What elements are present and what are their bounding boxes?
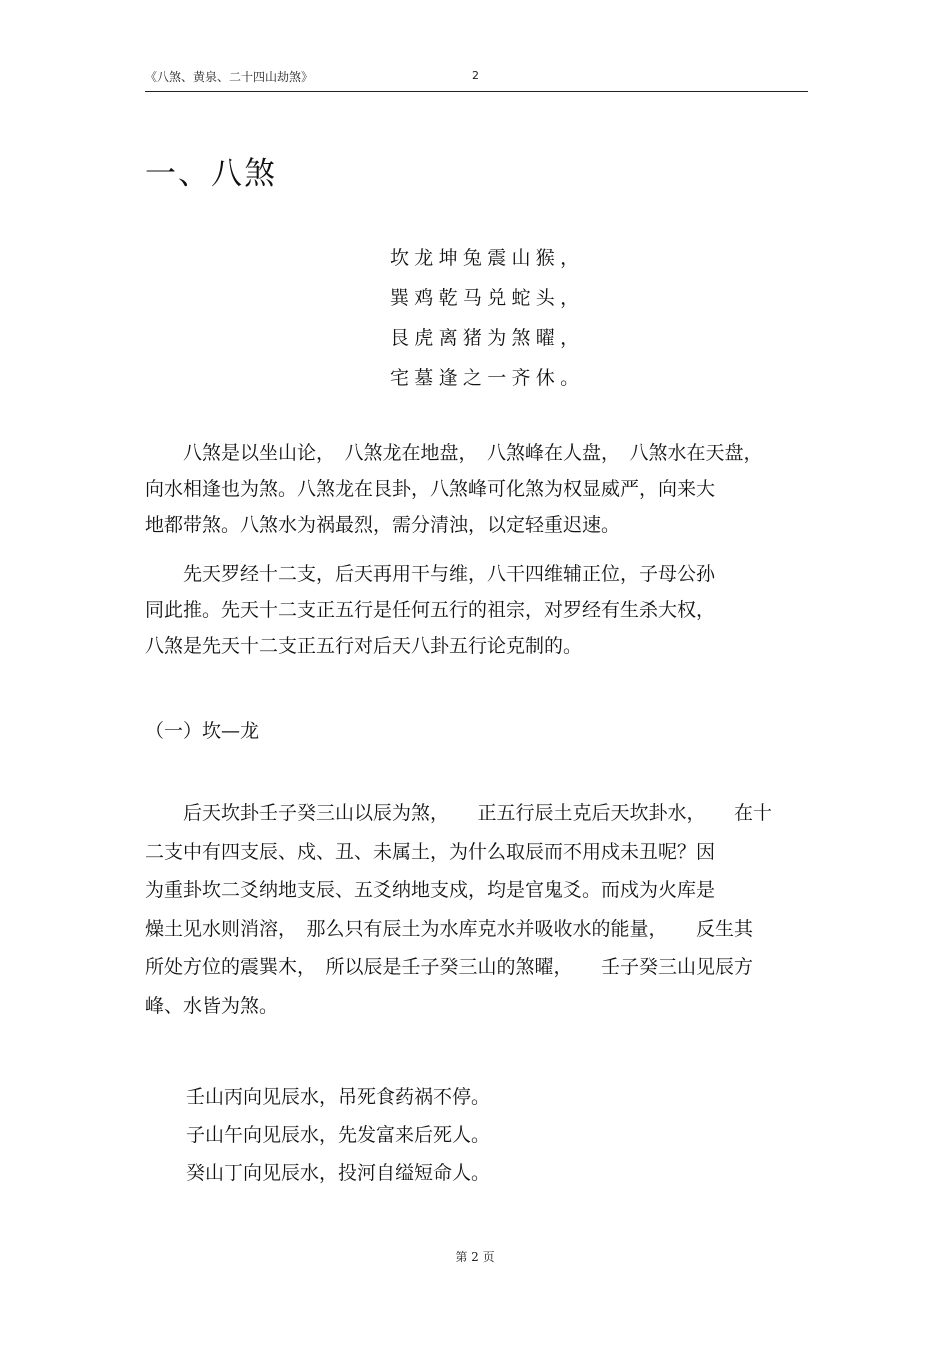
verse-line: 壬山丙向见辰水，吊死食药祸不停。 [186,1086,491,1108]
poem-line: 坎龙坤兔震山猴， [390,247,585,269]
paragraph-line: 峰、水皆为煞。 [145,994,279,1017]
section-title: 一、八煞 [145,156,277,192]
paragraph-line: 所处方位的震巽木， 所以辰是壬子癸三山的煞曜， 壬子癸三山见辰方 [145,956,754,978]
poem-line: 宅墓逢之一齐休。 [390,367,585,389]
paragraph-1 [145,435,810,543]
verse-line: 子山午向见辰水，先发富来后死人。 [186,1124,491,1146]
paragraph-line: 燥土见水则消溶， 那么只有辰土为水库克水并吸收水的能量， 反生其 [145,917,754,940]
paragraph-line: 先天罗经十二支，后天再用干与维，八干四维辅正位，子母公孙 [145,563,716,585]
paragraph-line: 同此推。先天十二支正五行是任何五行的祖宗，对罗经有生杀大权， [145,599,716,621]
page-header [145,64,808,92]
poem [390,238,630,398]
paragraph-line: 八煞是先天十二支正五行对后天八卦五行论克制的。 [145,635,583,657]
page-footer: 第 2 页 [455,1250,495,1264]
header-page-number: 2 [472,69,479,82]
paragraph-line: 八煞是以坐山论， 八煞龙在地盘， 八煞峰在人盘， 八煞水在天盘， [145,442,763,464]
paragraph-line: 二支中有四支辰、戍、丑、未属土，为什么取辰而不用戍未丑呢？因 [145,840,716,863]
paragraph-3 [145,794,810,1025]
paragraph-line: 向水相逢也为煞。八煞龙在艮卦，八煞峰可化煞为权显威严，向来大 [145,478,716,500]
paragraph-2 [145,556,810,664]
subsection-title: （一）坎—龙 [145,720,260,742]
poem-line: 巽鸡乾马兑蛇头， [390,287,585,309]
document-title: 《八煞、黄泉、二十四山劫煞》 [145,70,314,84]
verse-block [186,1078,490,1192]
paragraph-line: 为重卦坎二爻纳地支辰、五爻纳地支戍，均是官鬼爻。而戍为火库是 [145,879,716,901]
paragraph-line: 后天坎卦壬子癸三山以辰为煞， 正五行辰土克后天坎卦水， 在十 [145,802,773,824]
poem-line: 艮虎离猪为煞曜， [390,327,585,349]
paragraph-line: 地都带煞。八煞水为祸最烈，需分清浊，以定轻重迟速。 [145,514,621,536]
verse-line: 癸山丁向见辰水，投河自缢短命人。 [186,1162,491,1184]
